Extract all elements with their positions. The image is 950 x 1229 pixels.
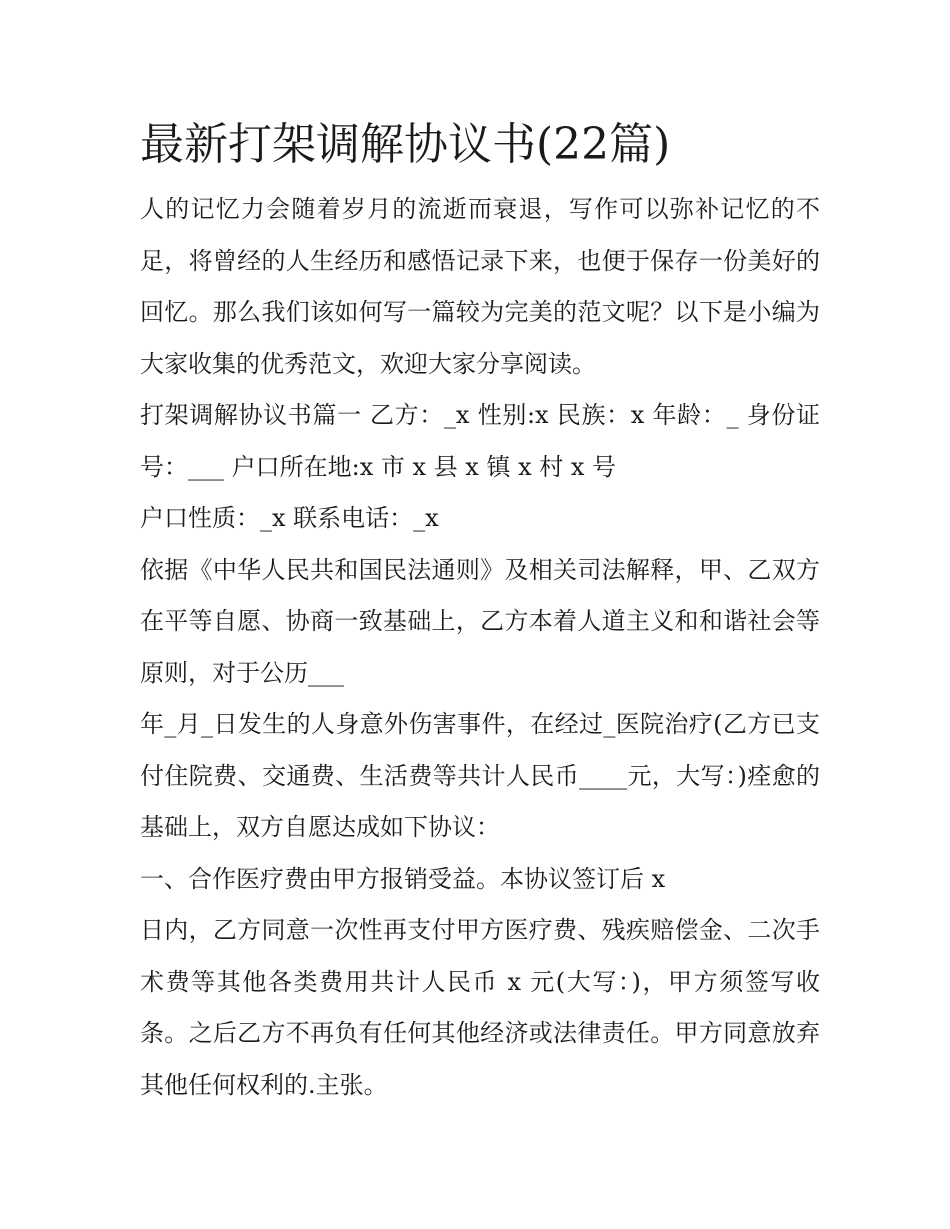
paragraph-household-info: 户口性质：_x 联系电话：_x xyxy=(140,504,439,532)
document-title: 最新打架调解协议书(22篇) xyxy=(140,119,671,170)
paragraph-clause-one: 一、合作医疗费由甲方报销受益。本协议签订后 x xyxy=(140,864,666,893)
paragraph-intro: 人的记忆力会随着岁月的流逝而衰退，写作可以弥补记忆的不足，将曾经的人生经历和感悟记录下来，也便于保存一份美好的回忆。那么我们该如何写一篇较为完美的范文呢？以下是小编为大家收集的优秀范文，欢迎大家分享阅读。 xyxy=(140,195,820,378)
paragraph-incident: 年_月_日发生的人身意外伤害事件，在经过_医院治疗(乙方已支付住院费、交通费、生活费等共计人民币____元，大写：)痊愈的基础上，双方自愿达成如下协议： xyxy=(140,710,820,841)
document-page xyxy=(140,112,820,1111)
paragraph-legal-basis: 依据《中华人民共和国民法通则》及相关司法解释，甲、乙双方在平等自愿、协商一致基础上，乙方本着人道主义和和谐社会等原则，对于公历___ xyxy=(140,555,820,687)
paragraph-party-b-info: 打架调解协议书篇一 乙方：_x 性别:x 民族：x 年龄：_ 身份证号：___ 户口所在地:x 市 x 县 x 镇 x 村 x 号 xyxy=(140,401,820,481)
paragraph-compensation: 日内，乙方同意一次性再支付甲方医疗费、残疾赔偿金、二次手术费等其他各类费用共计人民币 x 元(大写：)，甲方须签写收条。之后乙方不再负有任何其他经济或法律责任。甲方同意放弃其他任何权利的.主张。 xyxy=(140,916,820,1099)
